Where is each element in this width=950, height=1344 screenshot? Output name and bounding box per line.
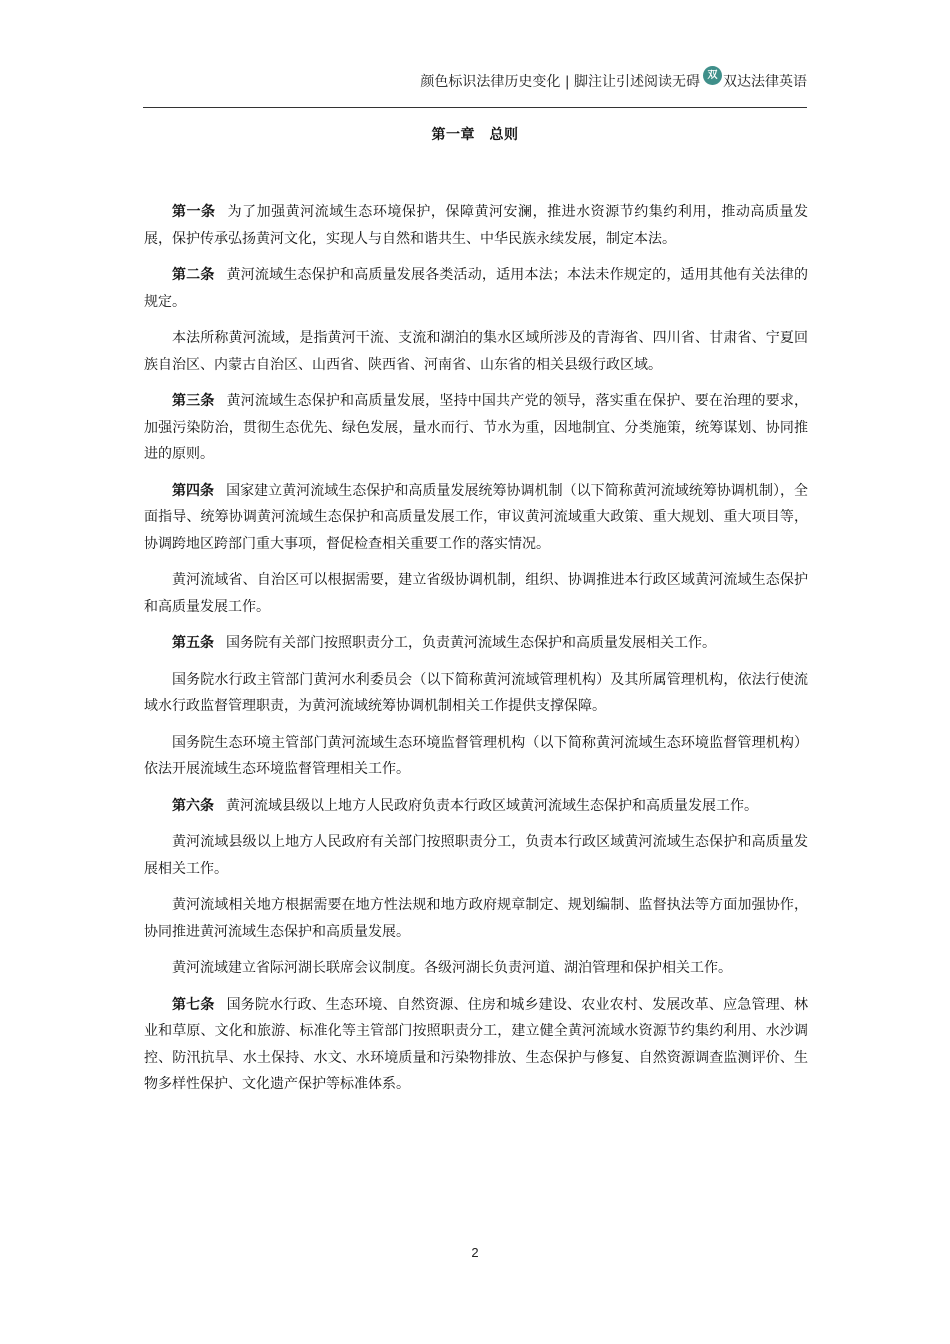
article-text: 黄河流域生态保护和高质量发展，坚持中国共产党的领导，落实重在保护、要在治理的要求，加强污染防治，贯彻生态优先、绿色发展，量水而行、节水为重，因地制宜、分类施策，统筹谋划、协同推进的原则。: [144, 393, 809, 462]
article-label: 第七条: [172, 996, 215, 1013]
article-label: 第五条: [172, 635, 214, 651]
article-paragraph: [144, 667, 808, 720]
article-paragraph: [144, 793, 808, 820]
article-text: 国务院有关部门按照职责分工，负责黄河流域生态保护和高质量发展相关工作。: [226, 635, 716, 651]
article-text: 国务院生态环境主管部门黄河流域生态环境监督管理机构（以下简称黄河流域生态环境监督管理机构）依法开展流域生态环境监督管理相关工作。: [144, 734, 808, 777]
article-paragraph: [144, 325, 808, 378]
article-text: 黄河流域县级以上地方人民政府负责本行政区域黄河流域生态保护和高质量发展工作。: [226, 797, 758, 814]
header-text: 颜色标识法律历史变化 | 脚注让引述阅读无碍: [420, 74, 700, 90]
article-paragraph: [144, 730, 808, 783]
article-text: 黄河流域相关地方根据需要在地方性法规和地方政府规章制定、规划编制、监督执法等方面加强协作，协同推进黄河流域生态保护和高质量发展。: [144, 897, 808, 940]
article-paragraph: [144, 992, 808, 1098]
article-text: 黄河流域建立省际河湖长联席会议制度。各级河湖长负责河道、湖泊管理和保护相关工作。: [172, 960, 732, 976]
article-text: 国务院水行政主管部门黄河水利委员会（以下简称黄河流域管理机构）及其所属管理机构，依法行使流域水行政监督管理职责，为黄河流域统筹协调机制相关工作提供支撑保障。: [144, 671, 808, 714]
article-text: 国家建立黄河流域生态保护和高质量发展统筹协调机制（以下简称黄河流域统筹协调机制），全面指导、统筹协调黄河流域生态保护和高质量发展工作，审议黄河流域重大政策、重大规划、重大项目等，协调跨地区跨部门重大事项，督促检查相关重要工作的落实情况。: [144, 482, 809, 552]
article-text: 黄河流域生态保护和高质量发展各类活动，适用本法；本法未作规定的，适用其他有关法律的规定。: [144, 267, 809, 310]
article-paragraph: [144, 262, 808, 315]
brand-logo-icon: 双: [703, 66, 722, 85]
article-label: 第四条: [172, 482, 215, 499]
article-text: 国务院水行政、生态环境、自然资源、住房和城乡建设、农业农村、发展改革、应急管理、林业和草原、文化和旅游、标准化等主管部门按照职责分工，建立健全黄河流域水资源节约集约利用、水沙调控、防汛抗旱、水土保持、水文、水环境质量和污染物排放、生态保护与修复、自然资源调查监测评价、生物多样性保护、文化遗产保护等标准体系。: [144, 996, 809, 1092]
article-paragraph: [144, 199, 808, 252]
article-label: 第三条: [172, 393, 215, 409]
article-paragraph: [144, 829, 808, 882]
article-text: 为了加强黄河流域生态环境保护，保障黄河安澜，推进水资源节约集约利用，推动高质量发展，保护传承弘扬黄河文化，实现人与自然和谐共生、中华民族永续发展，制定本法。: [144, 204, 809, 247]
document-header: [420, 66, 807, 96]
article-paragraph: [144, 478, 808, 558]
article-label: 第六条: [172, 797, 214, 814]
header-brand-text: 双达法律英语: [723, 74, 807, 90]
article-text: 黄河流域省、自治区可以根据需要，建立省级协调机制，组织、协调推进本行政区域黄河流域生态保护和高质量发展工作。: [144, 572, 808, 615]
law-body: [144, 199, 808, 1108]
article-paragraph: [144, 955, 808, 982]
article-text: 黄河流域县级以上地方人民政府有关部门按照职责分工，负责本行政区域黄河流域生态保护和高质量发展相关工作。: [144, 834, 808, 877]
article-paragraph: [144, 892, 808, 945]
article-paragraph: [144, 630, 808, 657]
article-paragraph: [144, 567, 808, 620]
article-label: 第一条: [172, 204, 216, 220]
article-text: 本法所称黄河流域，是指黄河干流、支流和湖泊的集水区域所涉及的青海省、四川省、甘肃省、宁夏回族自治区、内蒙古自治区、山西省、陕西省、河南省、山东省的相关县级行政区域。: [144, 330, 808, 373]
article-label: 第二条: [172, 267, 215, 283]
page-number: 2: [471, 1245, 479, 1260]
header-divider: [143, 107, 807, 108]
article-paragraph: [144, 388, 808, 468]
chapter-title: 第一章 总则: [431, 127, 519, 143]
